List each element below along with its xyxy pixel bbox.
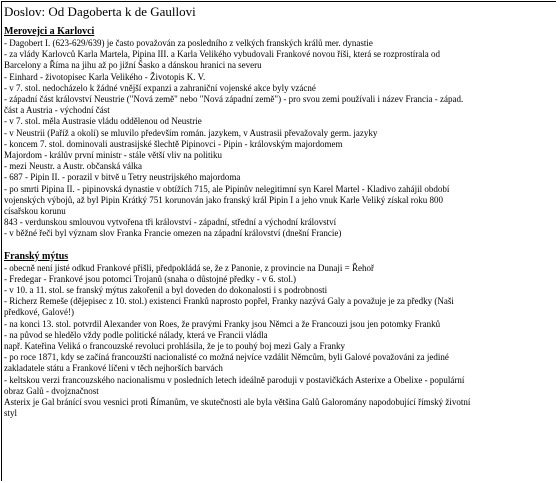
text-line: - na konci 13. stol. potvrdil Alexander von Roes, že pravými Franky jsou Němci a že Francouzi jsou jen potomky Franků <box>4 318 441 329</box>
section-heading: Merovejci a Karlovci <box>4 26 95 37</box>
text-line: - obecně není jisté odkud Frankové přišli, předpokládá se, že z Panonie, z provincie na Dunaji = Řehoř <box>4 262 374 273</box>
text-line: - v 7. stol. měla Austrasie vládu oddělenou od Neustrie <box>4 116 202 127</box>
text-line: část a Austria - východní část <box>4 105 110 116</box>
text-line: 843 - verdunskou smlouvou vytvořena tři království - západní, střední a východní království <box>4 217 337 228</box>
text-line: vojenských výbojů, až byl Pipin Krátký 751 korunován jako franský král Pipin I a jeho vnuk Karle Veliký získal roku 800 <box>4 194 444 205</box>
text-line: - západní část království Neustrie ("Nová země" nebo "Nová západní země") - pro svou zemi používali i název Francia - západ. <box>4 94 464 105</box>
text-line: zakladatele státu a Frankové líčeni v těch nejhorších barvách <box>4 363 223 374</box>
section-merovejci <box>4 26 556 240</box>
text-line: - po smrti Pipina II. - pipinovská dynastie v obtížích 715, ale Pipinův nelegitimní syn Karel Martel - Kladivo zahájil období <box>4 183 450 194</box>
text-line: Asterix je Gal bránící svou vesnici proti Římanům, ve skutečnosti ale byla většina Galů Galoromány napodobující římský životní <box>4 397 471 408</box>
document-page <box>1 1 556 481</box>
section-gap <box>4 240 556 251</box>
text-line: - po roce 1871, kdy se začíná francouzští nacionalisté co možná nejvíce vzdálit Němcům, byli Galové považováni za jediné <box>4 352 449 363</box>
text-line: - v 7. stol. nedocházelo k žádné vnější expanzi a zahraniční vojenské akce byly vzácné <box>4 82 316 93</box>
text-line: - za vlády Karlovců Karla Martela, Pipina III. a Karla Velikého vybudovali Frankové novou říši, která se rozprostírala od <box>4 49 440 60</box>
text-line: - Dagobert I. (623-629/639) je často považován za posledního z velkých franských králů mer. dynastie <box>4 38 373 48</box>
text-line: - Einhard - životopisec Karla Velikého - Životopis K. V. <box>4 71 206 82</box>
text-line: obraz Galů - dvojznačnost <box>4 385 99 396</box>
text-line: - na původ se hledělo vždy podle politické nálady, která ve Francii vládla <box>4 329 268 340</box>
text-line: - v 10. a 11. stol. se franský mýtus zakořenil a byl doveden do dokonalosti i s podrobnosti <box>4 285 328 296</box>
text-line: - Fredegar - Frankové jsou potomci Trojanů (snaha o důstojné předky - v 6. stol.) <box>4 273 296 284</box>
section-heading: Franský mýtus <box>4 250 69 262</box>
text-line: Barcelony a Říma na jihu až po jižní Šasko a dánskou hranici na severu <box>4 60 262 71</box>
text-line: - koncem 7. stol. dominovali austrasijské šlechtě Pipinovci - Pipin - královským majordomem <box>4 138 343 149</box>
text-line: - Richerz Remeše (dějepisec z 10. stol.) existenci Franků naprosto popřel, Franky nazývá Galy a považuje je za předky (Naši <box>4 296 454 307</box>
document-title: Doslov: Od Dagoberta k de Gaullovi <box>4 4 196 19</box>
text-line: - keltskou verzi francouzského nacionalismu v posledních letech ideálně paroduji v postavičkách Asterixe a Obelixe - populární <box>4 374 465 385</box>
text-line: např. Kateřina Veliká o francouzské revoluci prohlásila, že je to pouhý boj mezi Galy a Franky <box>4 341 345 352</box>
text-line: - v Neustrii (Paříž a okolí) se mluvilo především román. jazykem, v Austrasii převažovaly germ. jazyky <box>4 127 378 138</box>
text-line: Majordom - králův první ministr - stále větší vliv na politiku <box>4 150 222 161</box>
text-line: - mezi Neustr. a Austr. občanská válka <box>4 161 142 172</box>
text-line: císařskou korunu <box>4 206 66 217</box>
text-line: - v běžné řeči byl význam slov Franka Francie omezen na západní království (dnešní Francie) <box>4 228 342 239</box>
section-franksky-mytus <box>4 251 556 420</box>
text-line: styl <box>4 408 18 419</box>
text-line: předkové, Galové!) <box>4 307 74 318</box>
text-line: - 687 - Pipin II. - porazil v bitvě u Tetry neustrijského majordoma <box>4 172 241 183</box>
